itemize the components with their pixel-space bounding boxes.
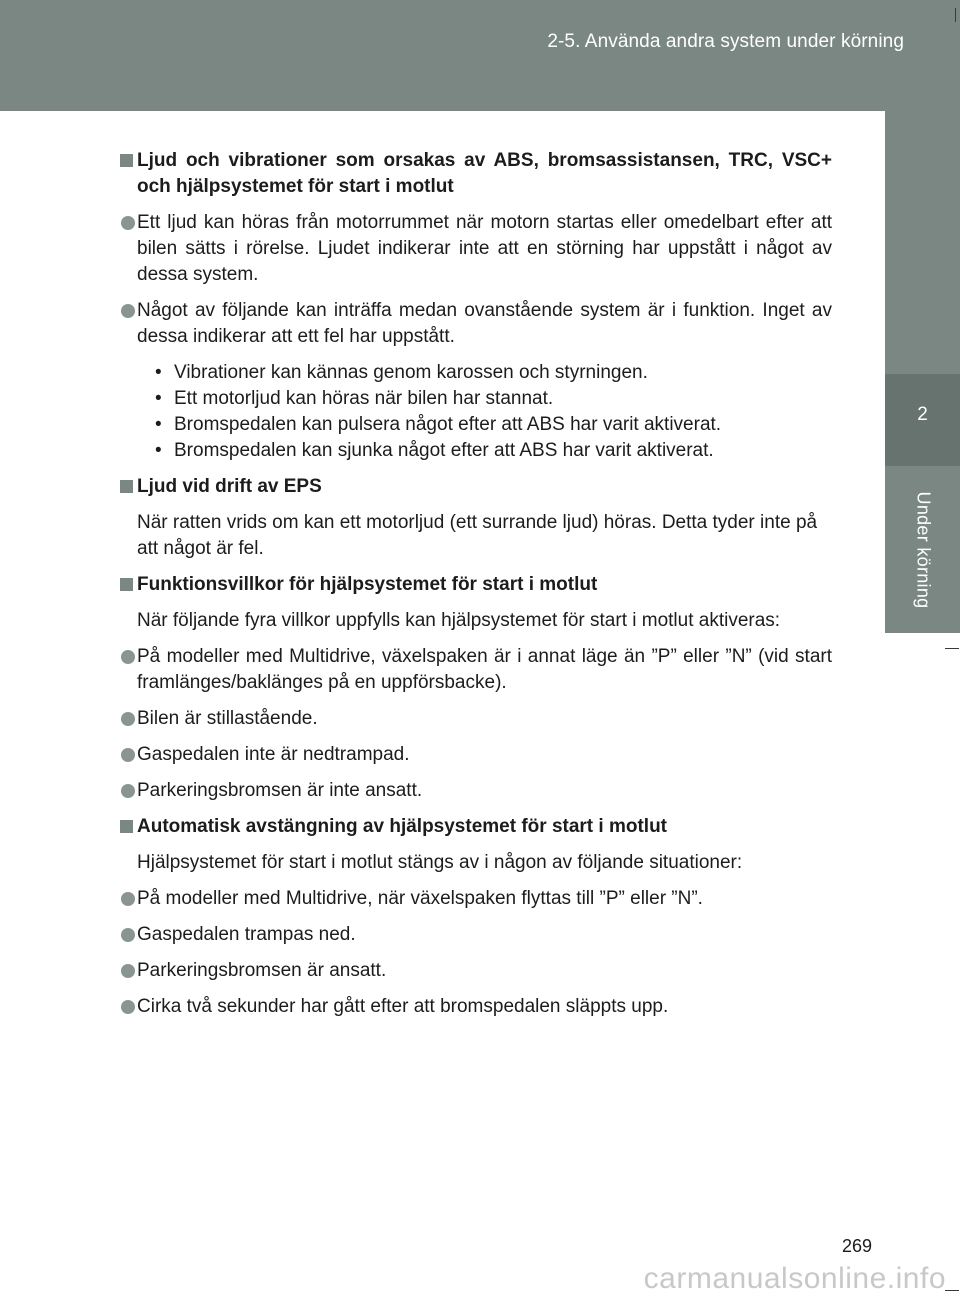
- circle-bullet-icon: [121, 304, 135, 318]
- square-bullet-icon: [120, 154, 133, 167]
- list-item-text: Gaspedalen inte är nedtrampad.: [137, 744, 410, 765]
- side-tab-upper: [885, 111, 960, 374]
- circle-bullet-icon: [121, 784, 135, 798]
- square-bullet-icon: [120, 480, 133, 493]
- list-item-text: Ett ljud kan höras från motorrummet när motorn startas eller omedelbart efter att bilen sätts i rörelse. Ljudet indikerar inte att en störning har uppstått i något av dessa system.: [137, 212, 832, 285]
- watermark: carmanualsonline.info: [643, 1262, 946, 1295]
- heading-text: Automatisk avstängning av hjälpsystemet för start i motlut: [137, 816, 667, 837]
- crop-mark-bottom: [945, 1290, 959, 1291]
- square-bullet-icon: [120, 578, 133, 591]
- heading-text: Ljud vid drift av EPS: [137, 476, 322, 497]
- list-item-text: På modeller med Multidrive, växelspaken är i annat läge än ”P” eller ”N” (vid start framlänges/baklänges på en uppförsbacke).: [137, 646, 832, 693]
- circle-bullet-icon: [121, 1000, 135, 1014]
- heading-text: Funktionsvillkor för hjälpsystemet för start i motlut: [137, 574, 598, 595]
- list-item: [118, 298, 832, 350]
- list-item: [118, 742, 832, 768]
- section-title: 2-5. Använda andra system under körning: [547, 31, 904, 52]
- circle-bullet-icon: [121, 650, 135, 664]
- page-number: 269: [841, 1236, 872, 1256]
- list-item: [118, 922, 832, 948]
- list-item: [118, 706, 832, 732]
- dot-bullet-icon: •: [155, 388, 162, 409]
- page-content: [118, 148, 832, 1030]
- circle-bullet-icon: [121, 892, 135, 906]
- list-item: [118, 886, 832, 912]
- paragraph: När ratten vrids om kan ett motorljud (ett surrande ljud) höras. Detta tyder inte på att något är fel.: [137, 512, 818, 559]
- section-heading: [118, 148, 832, 200]
- list-item-text: På modeller med Multidrive, när växelspaken flyttas till ”P” eller ”N”.: [137, 888, 703, 909]
- list-item-text: Något av följande kan inträffa medan ovanstående system är i funktion. Inget av dessa indikerar att ett fel har uppstått.: [137, 300, 832, 347]
- sub-list: [118, 360, 832, 464]
- square-bullet-icon: [120, 820, 133, 833]
- sub-list-item-text: Ett motorljud kan höras när bilen har stannat.: [174, 388, 554, 409]
- list-item: [118, 958, 832, 984]
- list-item-text: Cirka två sekunder har gått efter att bromspedalen släppts upp.: [137, 996, 669, 1017]
- page-header: [0, 0, 960, 111]
- sub-list-item-text: Bromspedalen kan sjunka något efter att ABS har varit aktiverat.: [174, 440, 714, 461]
- list-item: [118, 644, 832, 696]
- list-item-text: Parkeringsbromsen är ansatt.: [137, 960, 387, 981]
- list-item: [118, 210, 832, 288]
- paragraph: Hjälpsystemet för start i motlut stängs av i någon av följande situationer:: [137, 852, 743, 873]
- crop-mark-top: [955, 8, 956, 22]
- list-item: [118, 778, 832, 804]
- section-heading: [118, 572, 832, 598]
- list-item: [118, 994, 832, 1020]
- circle-bullet-icon: [121, 712, 135, 726]
- crop-mark-middle: [945, 648, 959, 649]
- list-item-text: Parkeringsbromsen är inte ansatt.: [137, 780, 423, 801]
- chapter-label: Under körning: [913, 491, 934, 609]
- circle-bullet-icon: [121, 216, 135, 230]
- circle-bullet-icon: [121, 928, 135, 942]
- list-item-text: Gaspedalen trampas ned.: [137, 924, 356, 945]
- sub-list-item-text: Bromspedalen kan pulsera något efter att ABS har varit aktiverat.: [174, 414, 722, 435]
- sub-list-item: [155, 438, 832, 464]
- section-heading: [118, 814, 832, 840]
- paragraph: När följande fyra villkor uppfylls kan hjälpsystemet för start i motlut aktiveras:: [137, 610, 781, 631]
- section-heading: [118, 474, 832, 500]
- heading-text: Ljud och vibrationer som orsakas av ABS, bromsassistansen, TRC, VSC+ och hjälpsystemet för start i motlut: [137, 150, 832, 197]
- dot-bullet-icon: •: [155, 414, 162, 435]
- dot-bullet-icon: •: [155, 440, 162, 461]
- chapter-number: 2: [917, 404, 928, 425]
- circle-bullet-icon: [121, 748, 135, 762]
- sub-list-item: [155, 360, 832, 386]
- circle-bullet-icon: [121, 964, 135, 978]
- sub-list-item-text: Vibrationer kan kännas genom karossen och styrningen.: [174, 362, 648, 383]
- sub-list-item: [155, 412, 832, 438]
- dot-bullet-icon: •: [155, 362, 162, 383]
- sub-list-item: [155, 386, 832, 412]
- list-item-text: Bilen är stillastående.: [137, 708, 318, 729]
